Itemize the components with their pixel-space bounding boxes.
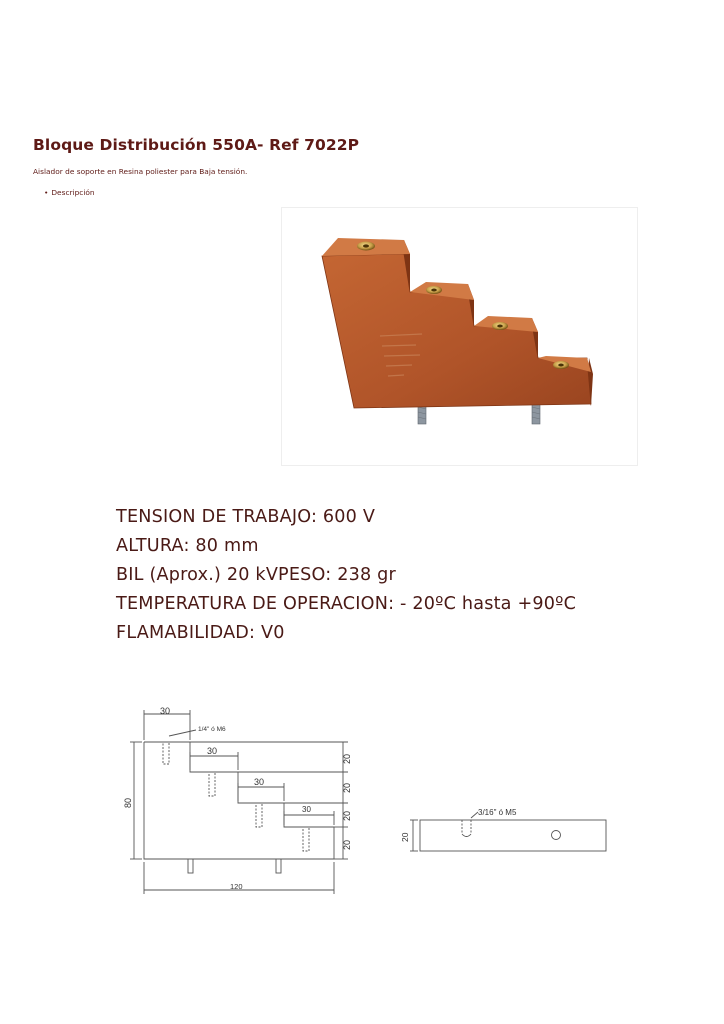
dim-step-height-4: 20 <box>342 839 352 850</box>
front-view-drawing <box>130 710 348 894</box>
dim-step-height-3: 20 <box>342 810 352 821</box>
dim-step-height-2: 20 <box>342 782 352 793</box>
label-insert-front: 1/4" ó M6 <box>198 726 226 733</box>
product-tabs <box>44 188 95 197</box>
dim-total-height: 80 <box>123 797 133 808</box>
spec-temperatura: TEMPERATURA DE OPERACION: - 20ºC hasta +90ºC <box>116 594 577 614</box>
spec-bil-peso: BIL (Aprox.) 20 kVPESO: 238 gr <box>116 565 396 585</box>
label-insert-side: 3/16" ó M5 <box>478 808 517 817</box>
specifications-list <box>116 503 576 648</box>
dim-step-width-2: 30 <box>254 777 265 787</box>
dim-side-height: 20 <box>400 832 410 842</box>
dim-step-width-3: 30 <box>302 805 311 814</box>
spec-flamabilidad: FLAMABILIDAD: V0 <box>116 623 285 643</box>
product-subtitle: Aislador de soporte en Resina poliester para Baja tensión. <box>33 167 248 176</box>
tab-descripcion[interactable]: • Descripción <box>44 188 95 197</box>
spec-tension: TENSION DE TRABAJO: 600 V <box>116 507 376 527</box>
product-title: Bloque Distribución 550A- Ref 7022P <box>33 136 360 154</box>
spec-altura: ALTURA: 80 mm <box>116 536 259 556</box>
dim-step-height-1: 20 <box>342 753 352 764</box>
dim-top-width: 30 <box>160 706 171 716</box>
dim-step-width-1: 30 <box>207 746 218 756</box>
side-view-drawing <box>410 812 606 851</box>
technical-drawing <box>110 700 620 905</box>
insulator-block-image <box>282 208 637 465</box>
dim-total-width: 120 <box>230 882 243 891</box>
product-photo <box>281 207 638 466</box>
